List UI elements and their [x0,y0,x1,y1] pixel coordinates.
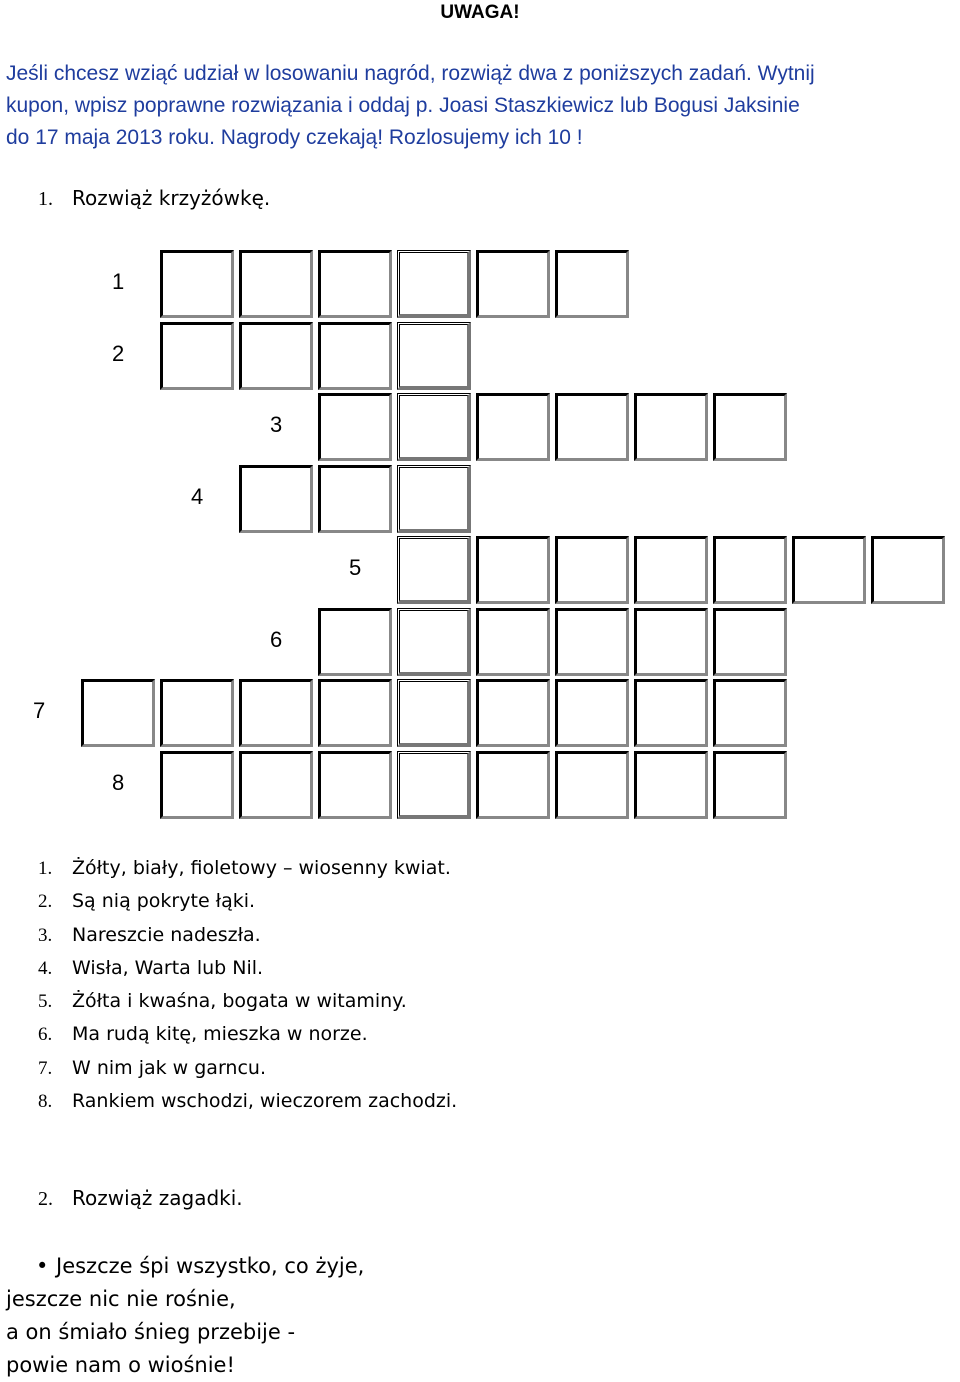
crossword-cell [555,393,629,461]
riddle-line: jeszcze nic nie rośnie, [6,1287,236,1311]
riddle-line: powie nam o wiośnie! [6,1353,235,1377]
crossword-cell [397,393,471,461]
crossword-cell [160,751,234,819]
clue-text: Żółty, biały, fioletowy – wiosenny kwiat. [72,857,451,879]
crossword-cell [397,465,471,533]
clue-number: 7. [38,1057,53,1079]
crossword-cell [476,751,550,819]
crossword-cell [318,393,392,461]
crossword-cell [239,679,313,747]
crossword-row-number: 5 [349,555,362,580]
clue-item [38,1018,457,1051]
clue-number: 4. [38,957,53,979]
crossword-cell [555,608,629,676]
crossword-cell [318,679,392,747]
crossword-row-number: 2 [112,340,125,366]
clue-item [38,1052,457,1085]
clue-item [38,985,457,1018]
crossword-cell [871,536,945,604]
crossword-cell [318,465,392,533]
crossword-cell [792,536,866,604]
crossword-cell [239,322,313,390]
clue-text: Rankiem wschodzi, wieczorem zachodzi. [72,1090,458,1113]
crossword-cell [239,465,313,533]
crossword-cell [555,250,629,318]
task-label: Rozwiąż zagadki. [72,1186,243,1210]
clue-item [38,885,457,918]
crossword-row-number: 4 [191,483,204,509]
crossword-cell [476,393,550,461]
crossword-cell [634,679,708,747]
riddle-poem [6,1250,364,1382]
crossword-cell [476,679,550,747]
crossword-cell [634,608,708,676]
crossword-cell [397,679,471,747]
clue-item [38,919,457,952]
task-number: 2. [38,1188,53,1210]
crossword-cell [397,751,471,819]
crossword-cell [318,608,392,676]
crossword-cell [555,751,629,819]
clue-text: Nareszcie nadeszła. [72,923,261,946]
crossword-row-number: 8 [112,769,125,795]
clue-text: W nim jak w garncu. [72,1056,266,1079]
crossword-cell [634,536,708,604]
crossword-cell [318,751,392,819]
clue-item [38,852,457,885]
clue-text: Żółta i kwaśna, bogata w witaminy. [72,990,407,1013]
bullet-icon: • [36,1254,49,1278]
crossword-cell [397,536,471,604]
crossword-cell [81,679,155,747]
crossword-cell [397,250,471,318]
crossword-cell [160,250,234,318]
crossword-cell [713,393,787,461]
clue-number: 2. [38,891,53,913]
task-2-heading [38,1186,243,1211]
clue-number: 5. [38,991,53,1013]
crossword-cell [318,250,392,318]
crossword-cell [634,393,708,461]
clue-text: Są nią pokryte łąki. [72,890,256,913]
crossword-cell [476,250,550,318]
crossword-cell [476,536,550,604]
crossword-cell [239,751,313,819]
riddle-line: a on śmiało śnieg przebije - [6,1320,296,1344]
crossword-cell [713,751,787,819]
crossword-cell [476,608,550,676]
crossword-cell [160,679,234,747]
clue-item [38,952,457,985]
task-label: Rozwiąż krzyżówkę. [72,186,271,210]
crossword-cell [555,679,629,747]
crossword-cell [634,751,708,819]
crossword-row-number: 7 [33,698,46,723]
page-title: UWAGA! [440,2,520,23]
crossword-cell [713,679,787,747]
intro-line: do 17 maja 2013 roku. Nagrody czekają! Rozlosujemy ich 10 ! [6,126,583,149]
crossword-cell [713,608,787,676]
clue-text: Wisła, Warta lub Nil. [72,956,264,979]
riddle-line [6,1250,364,1283]
clue-number: 6. [38,1024,53,1046]
crossword-cell [318,322,392,390]
intro-line: kupon, wpisz poprawne rozwiązania i oddaj p. Joasi Staszkiewicz lub Bogusi Jaksinie [6,94,800,117]
clue-number: 8. [38,1091,53,1113]
crossword-row-number: 6 [270,626,283,652]
clue-text: Ma rudą kitę, mieszka w norze. [72,1023,368,1046]
clue-list [38,852,457,1118]
crossword-cell [713,536,787,604]
clue-number: 3. [38,924,53,946]
crossword-cell [239,250,313,318]
crossword-cell [160,322,234,390]
clue-number: 1. [38,858,53,879]
intro-line: Jeśli chcesz wziąć udział w losowaniu nagród, rozwiąż dwa z poniższych zadań. Wytnij [6,62,815,85]
crossword-row-number: 3 [270,412,283,437]
clue-item [38,1085,457,1118]
crossword-cell [397,322,471,390]
crossword-cell [397,608,471,676]
crossword-row-number: 1 [112,269,125,294]
task-number: 1. [38,188,53,210]
riddle-line-text: Jeszcze śpi wszystko, co żyje, [56,1254,365,1278]
crossword-cell [555,536,629,604]
